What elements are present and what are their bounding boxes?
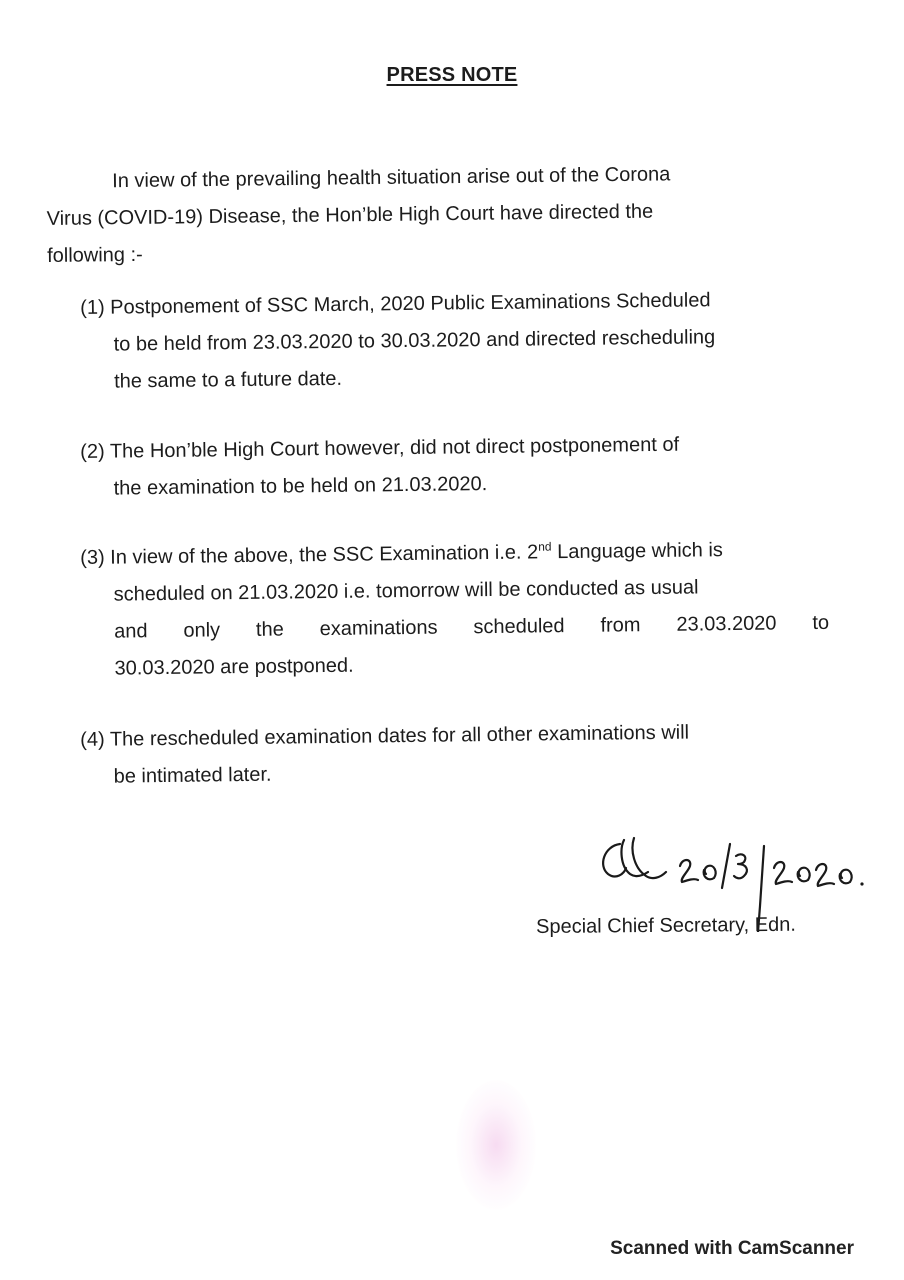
camscanner-watermark: Scanned with CamScanner (610, 1238, 854, 1259)
intro-line-3: following :- (46, 243, 143, 267)
ink-smudge (456, 1080, 536, 1210)
list-item-4 (80, 713, 829, 796)
list-item-1 (80, 281, 829, 401)
item-number: (2) (80, 440, 105, 463)
item-number: (4) (80, 728, 105, 751)
item-3-line-4: 30.03.2020 are postponed. (114, 654, 354, 680)
item-1-line-2: to be held from 23.03.2020 to 30.03.2020 and directed rescheduling (113, 326, 716, 356)
item-1-line-1: Postponement of SSC March, 2020 Public Examinations Scheduled (110, 289, 711, 319)
item-4-line-2: be intimated later. (113, 763, 272, 788)
item-2-line-1: The Hon’ble High Court however, did not direct postponement of (109, 433, 680, 463)
list-item-2 (80, 425, 829, 508)
item-number: (3) (80, 546, 105, 569)
intro-line-1: In view of the prevailing health situation arise out of the Corona (112, 163, 671, 193)
item-3-line-2: scheduled on 21.03.2020 i.e. tomorrow will be conducted as usual (113, 576, 699, 606)
item-2-line-2: the examination to be held on 21.03.2020. (113, 473, 488, 500)
item-3-superscript: nd (538, 539, 552, 554)
list-item-3 (80, 531, 830, 688)
item-1-line-3: the same to a future date. (113, 367, 343, 393)
page-title: PRESS NOTE (386, 64, 518, 86)
intro-paragraph (46, 155, 819, 275)
intro-line-2: Virus (COVID-19) Disease, the Hon’ble High Court have directed the (46, 200, 654, 230)
signatory-designation: Special Chief Secretary, Edn. (536, 913, 796, 938)
item-4-line-1: The rescheduled examination dates for all other examinations will (109, 721, 690, 751)
item-3-line-3: and only the examinations scheduled from 23.03.2020 to (113, 611, 830, 643)
item-number: (1) (80, 296, 105, 319)
item-3-line-1-after: Language which is (551, 539, 723, 564)
item-3-line-1-before: In view of the above, the SSC Examination i.e. 2 (110, 541, 539, 569)
